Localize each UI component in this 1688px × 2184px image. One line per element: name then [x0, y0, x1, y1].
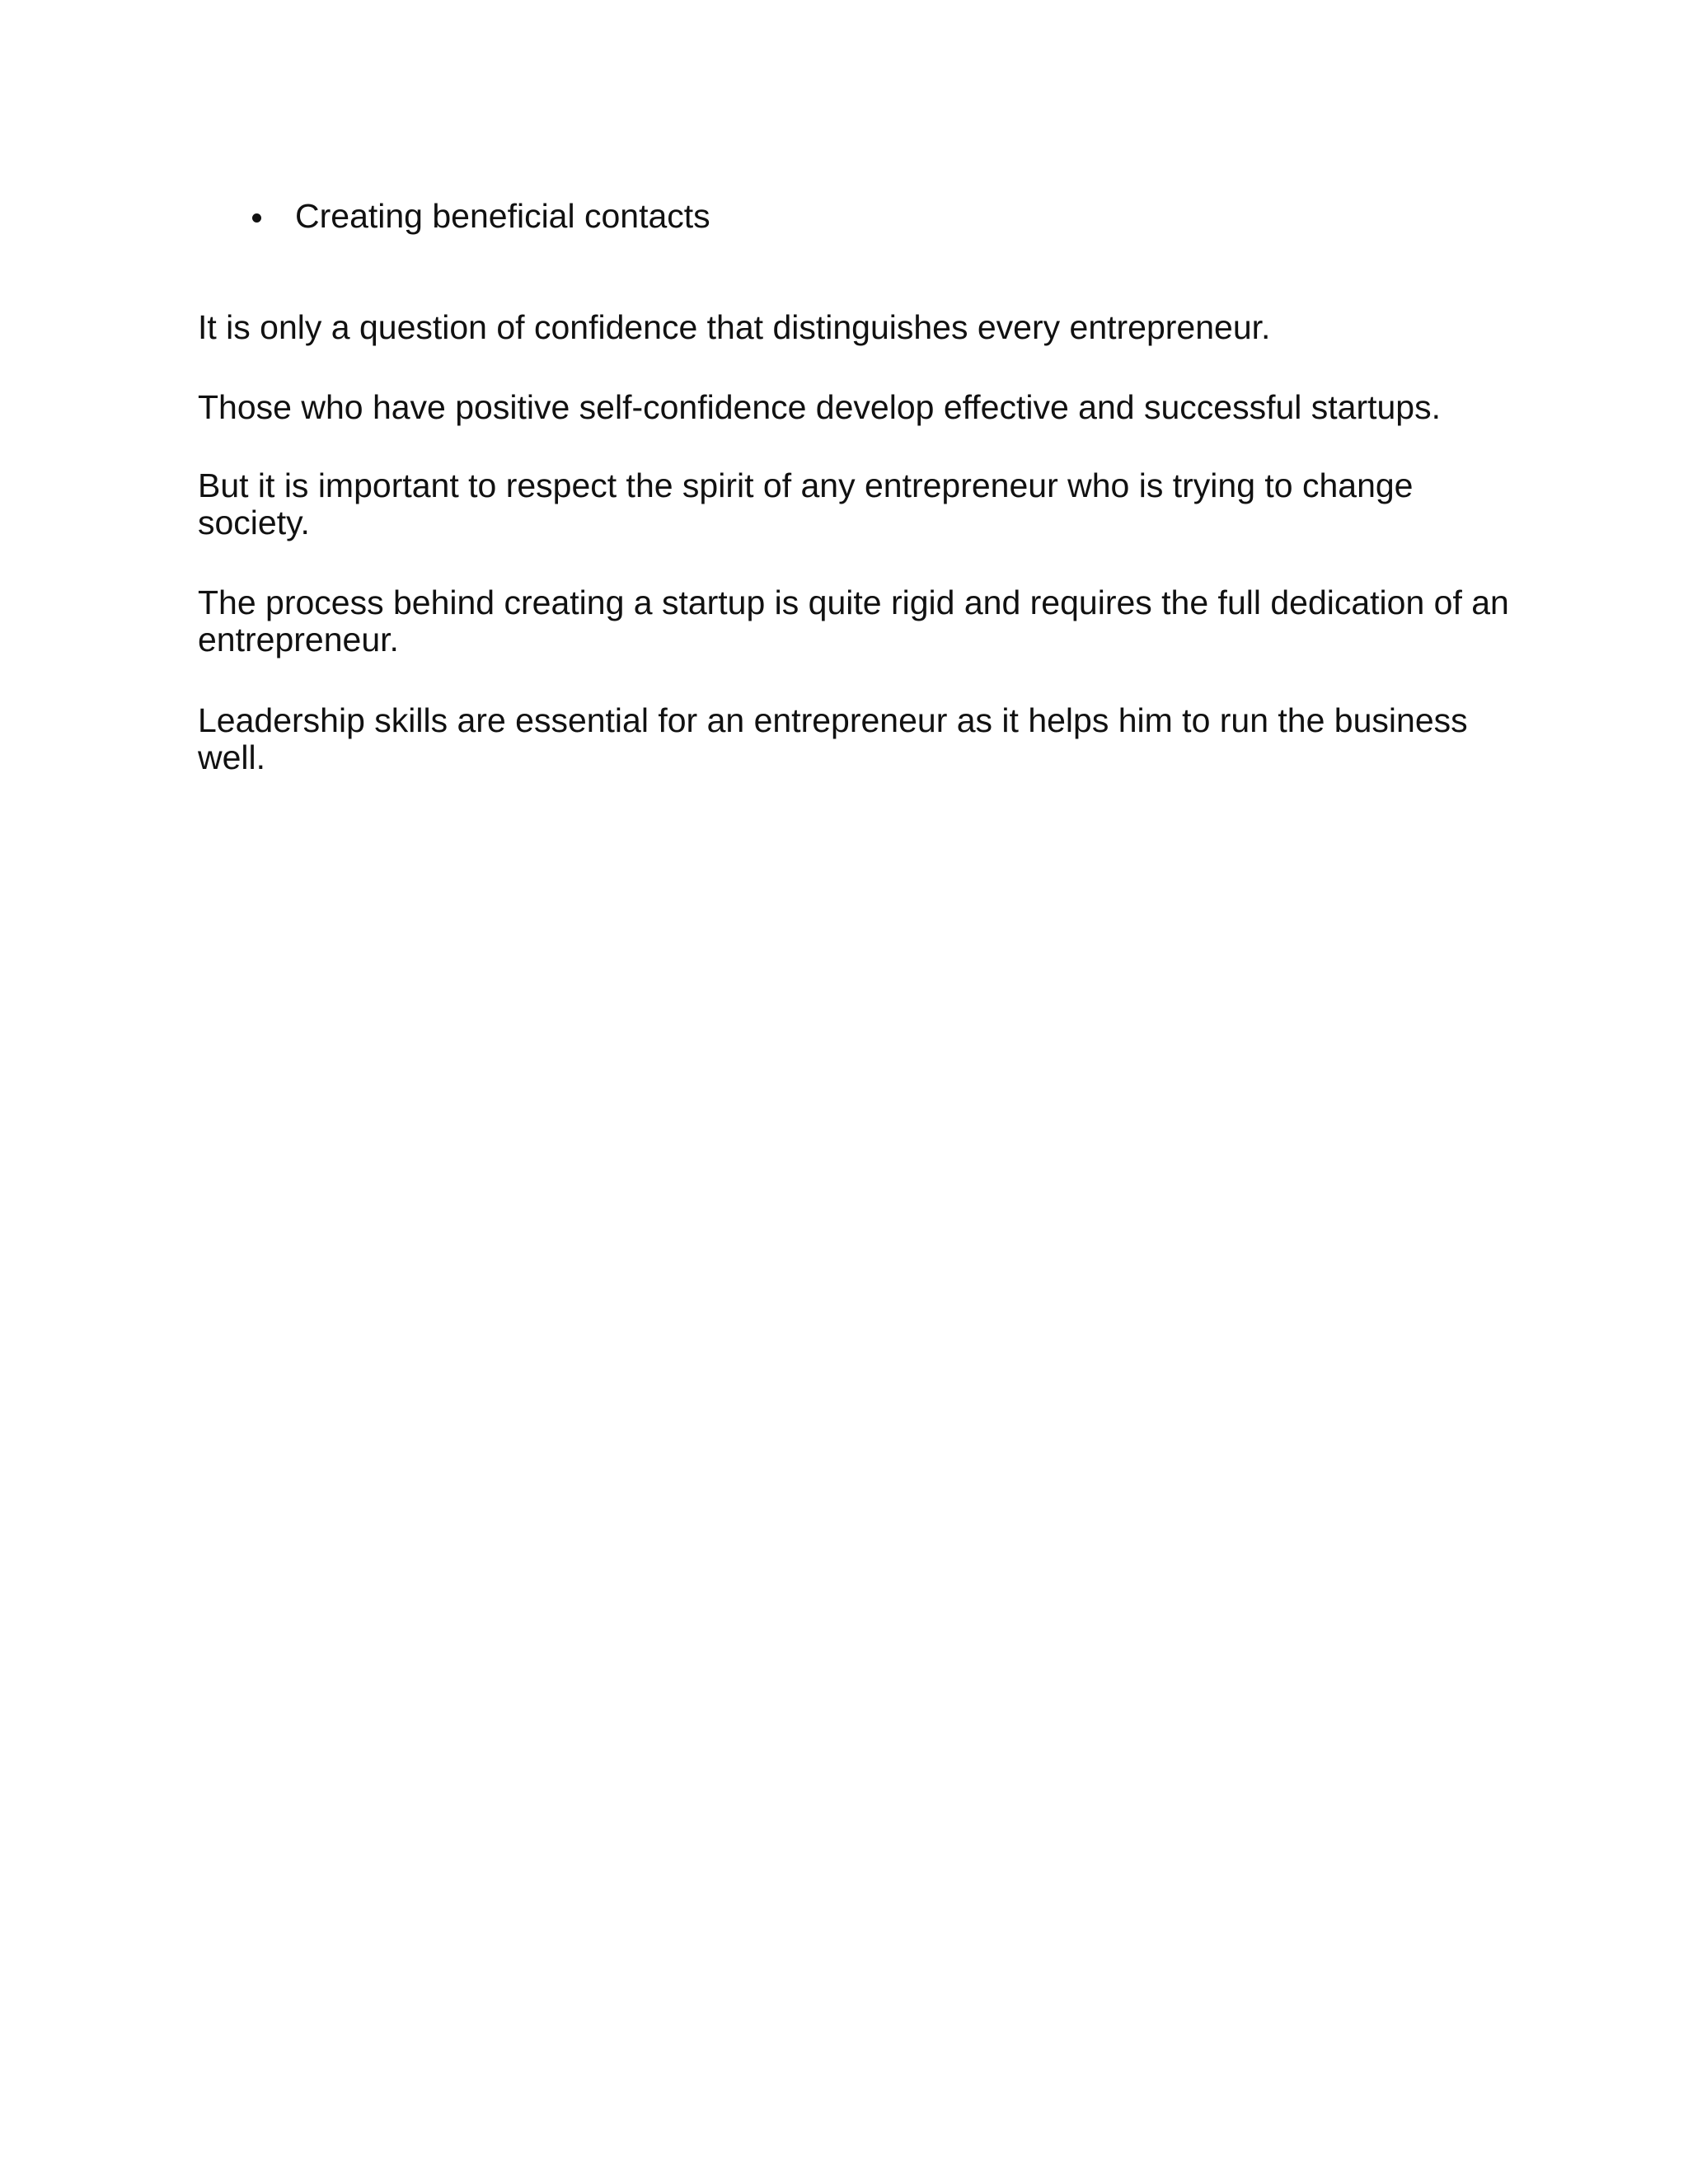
paragraph-respect-spirit: But it is important to respect the spirit of any entrepreneur who is trying to change society.: [198, 466, 1414, 541]
bullet-dot-icon: [252, 213, 261, 223]
paragraph-startup-process: The process behind creating a startup is quite rigid and requires the full dedication of an entrepreneur.: [198, 583, 1509, 658]
paragraph-confidence: It is only a question of confidence that distinguishes every entrepreneur.: [198, 308, 1271, 346]
paragraph-leadership-skills: Leadership skills are essential for an entrepreneur as it helps him to run the business well.: [198, 701, 1468, 776]
bullet-list: [247, 194, 710, 237]
paragraph-self-confidence: Those who have positive self-confidence develop effective and successful startups.: [198, 388, 1441, 426]
bullet-item-text: Creating beneficial contacts: [295, 197, 710, 235]
bullet-item: [247, 194, 710, 237]
